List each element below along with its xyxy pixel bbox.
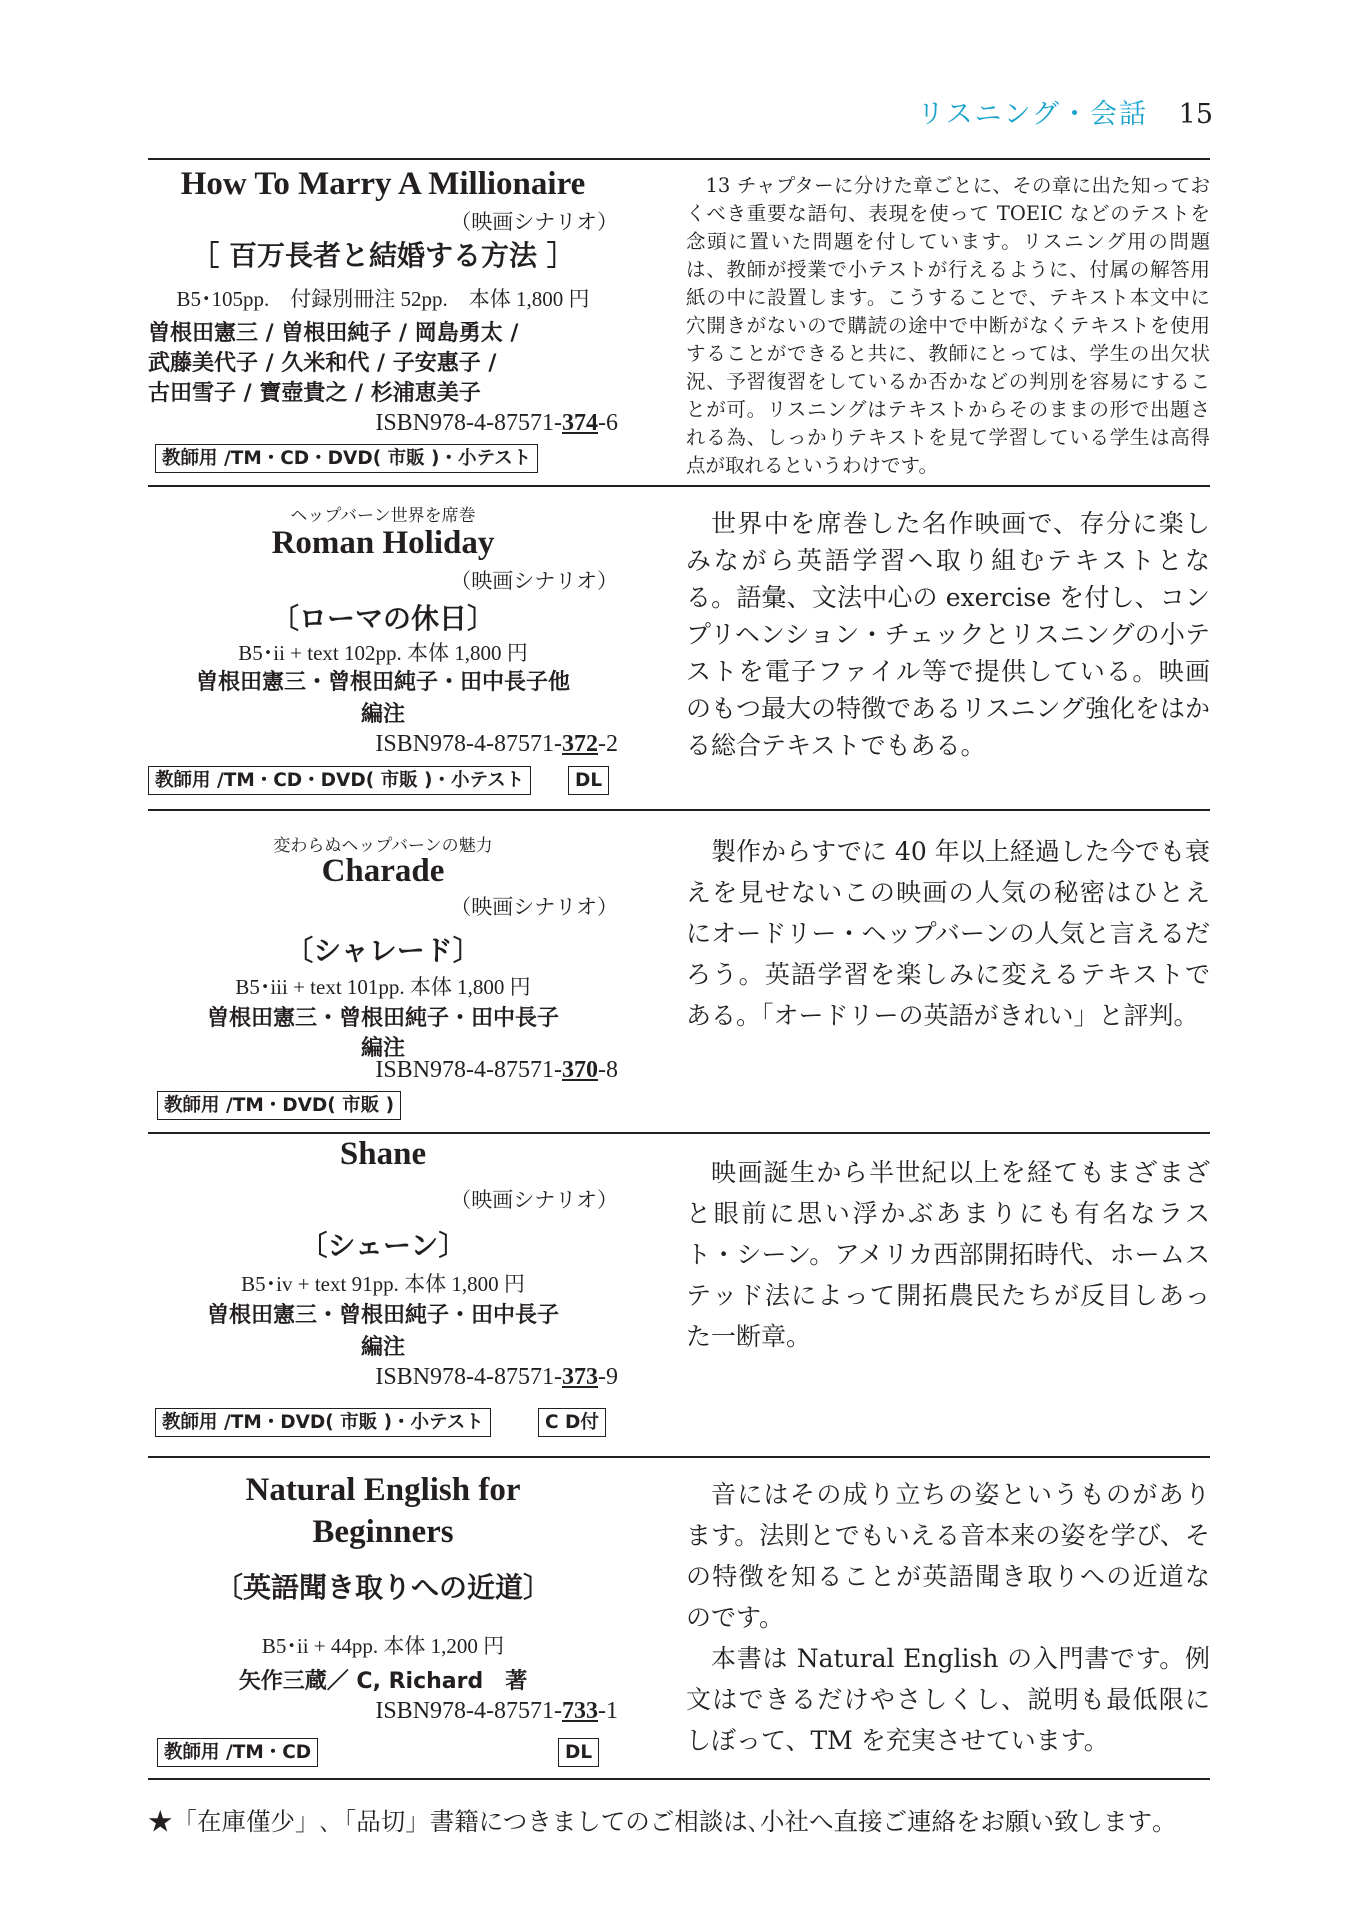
teacher-materials-badge: 教師用 /TM・DVD( 市販 ) [157,1091,401,1120]
book-author: 曽根田憲三・曾根田純子・田中長子他 [195,670,570,695]
book-title-ja: 〔シャレード〕 [285,934,481,967]
book-entry-charade [148,811,1210,1134]
book-title-en: How To Marry A Millionaire [180,166,586,202]
book-entry-roman-holiday [148,487,1210,811]
download-badge: DL [558,1738,599,1767]
book-isbn: ISBN978-4-87571-372-2 [375,731,618,757]
book-title-ja: 〔英語聞き取りへの近道〕 [214,1571,551,1604]
section-name: リスニング・会話 [917,99,1149,130]
teacher-materials-badge: 教師用 /TM・CD・DVD( 市販 )・小テスト [155,444,538,473]
book-info [148,487,618,809]
description-paragraph: 世界中を席巻した名作映画で、存分に楽しみながら英語学習へ取り組むテキストとなる。語彙、文法中心の exercise を付し、コンプリヘンション・チェックとリスニングの小テストを電子ファイル等で提供している。映画のもつ最大の特徴であるリスニング強化をはかる総合テキストでもある。 [686,509,1211,760]
book-author: 古田雪子 / 寶壺貴之 / 杉浦恵美子 [148,381,481,406]
book-author: 曽根田憲三・曾根田純子・田中長子 [206,1303,559,1328]
book-author: 曽根田憲三 / 曽根田純子 / 岡島勇太 / [148,321,519,346]
book-spec: B5･iii + text 101pp. 本体 1,800 円 [235,975,531,999]
book-catalog [148,158,1210,1780]
teacher-materials-badge: 教師用 /TM・CD・DVD( 市販 )・小テスト [148,766,531,795]
description-paragraph: 13 チャプターに分けた章ごとに、その章に出た知っておくべき重要な語句、表現を使って TOEIC などのテストを念頭に置いた問題を付しています。リスニング用の問題は、教師が授業で小テストが行えるように、付属の解答用紙の中に設置します。こうすることで、テキスト本文中に穴開きがないので購読の途中で中断がなくテキストを使用することができると共に、教師にとっては、学生の出欠状況、予習復習をしているか否かなどの判別を容易にすることが可。リスニングはテキストからそのままの形で出題される為、しっかりテキストを見て学習している学生は高得点が取れるというわけです。 [686,174,1210,477]
book-spec: B5･ii + text 102pp. 本体 1,800 円 [238,641,528,665]
book-description [686,1152,1210,1357]
book-title-en: Roman Holiday [271,525,495,561]
page-number: 15 [1178,99,1213,130]
book-title-en: Charade [321,853,445,889]
book-spec: B5･ii + 44pp. 本体 1,200 円 [261,1634,505,1658]
book-spec: B5･iv + text 91pp. 本体 1,800 円 [241,1272,525,1296]
book-title-ja: ［ 百万長者と結婚する方法 ］ [191,239,575,272]
book-description [686,505,1210,764]
description-paragraph: 音にはその成り立ちの姿というものがあります。法則とでもいえる音本来の姿を学び、その特徴を知ることが英語聞き取りへの近道なのです。 [686,1480,1210,1632]
book-isbn: ISBN978-4-87571-733-1 [375,1698,618,1724]
book-info [148,1458,618,1778]
book-author-role: 編注 [360,702,405,727]
book-description [686,172,1210,480]
book-entry-natural-english [148,1458,1210,1780]
book-description [686,831,1210,1036]
book-entry-shane [148,1134,1210,1458]
book-genre: （映画シナリオ） [450,1188,618,1212]
description-paragraph: 製作からすでに 40 年以上経過した今でも衰えを見せないこの映画の人気の秘密はひとえにオードリー・ヘップバーンの人気と言えるだろう。英語学習を楽しみに変えるテキストである。「オードリーの英語がきれい」と評判。 [686,837,1210,1030]
book-info [148,1134,618,1456]
book-title-ja: 〔シェーン〕 [299,1229,467,1262]
book-subtitle: ヘップバーン世界を席巻 [290,506,476,526]
description-paragraph: 映画誕生から半世紀以上を経てもまざまざと眼前に思い浮かぶあまりにも有名なラスト・シーン。アメリカ西部開拓時代、ホームステッド法によって開拓農民たちが反目しあった一断章。 [686,1158,1210,1351]
book-info [148,811,618,1132]
book-title-en: Shane [339,1136,427,1172]
download-badge: DL [568,766,609,795]
book-isbn: ISBN978-4-87571-370-8 [375,1057,618,1083]
teacher-materials-badge: 教師用 /TM・CD [157,1738,318,1767]
teacher-materials-badge: 教師用 /TM・DVD( 市販 )・小テスト [155,1408,491,1437]
book-title-ja: 〔ローマの休日〕 [270,602,495,635]
cd-included-badge: C D付 [538,1408,606,1437]
book-title-en: Natural English for [245,1472,521,1508]
book-author-role: 編注 [360,1335,405,1360]
book-subtitle: 変わらぬヘップバーンの魅力 [273,836,493,856]
stock-inquiry-note: ★「在庫僅少」､「品切」書籍につきましてのご相談は､小社へ直接ご連絡をお願い致します｡ [148,1807,1165,1836]
book-author: 武藤美代子 / 久米和代 / 子安惠子 / [148,351,497,376]
book-author-role: 編注 [360,1036,405,1061]
book-author: 曽根田憲三・曾根田純子・田中長子 [206,1006,559,1031]
book-info [148,160,618,485]
description-paragraph: 本書は Natural English の入門書です。例文はできるだけやさしくし、説明も最低限にしぼって、TM を充実させています。 [686,1644,1210,1755]
book-entry-how-to-marry [148,160,1210,487]
book-isbn: ISBN978-4-87571-373-9 [375,1364,618,1390]
book-genre: （映画シナリオ） [450,895,618,919]
book-genre: （映画シナリオ） [450,569,618,593]
book-title-en: Beginners [312,1514,454,1550]
book-isbn: ISBN978-4-87571-374-6 [375,410,618,436]
book-description [686,1474,1210,1761]
book-spec: B5･105pp. 付録別冊注 52pp. 本体 1,800 円 [176,287,590,311]
book-author: 矢作三蔵／ C, Richard 著 [238,1669,528,1694]
book-genre: （映画シナリオ） [450,210,618,234]
page-header [917,92,1213,131]
